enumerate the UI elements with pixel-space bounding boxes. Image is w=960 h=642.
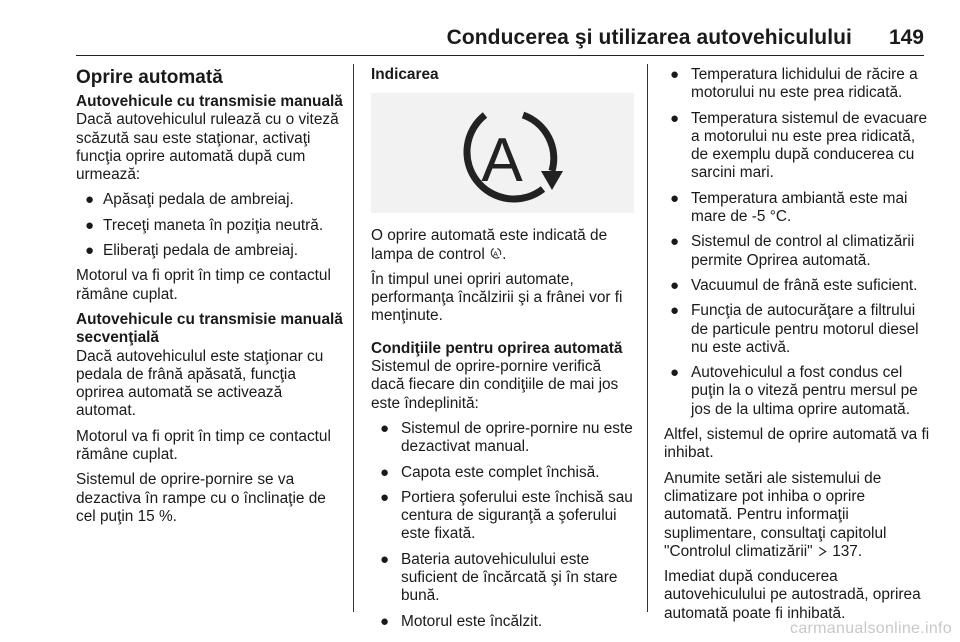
bullet-icon: ●	[380, 419, 390, 437]
paragraph: Motorul va fi oprit în timp ce contactul rămâne cuplat.	[76, 267, 331, 303]
bullet-icon: ●	[380, 488, 390, 506]
paragraph: În timpul unei opriri automate, performanţa încălzirii şi a frânei vor fi menţinute.	[371, 270, 623, 325]
list-item	[664, 277, 932, 295]
paragraph: Dacă autovehiculul este staţionar cu pedala de frână apăsată, funcţia oprirea automată se activează automat.	[76, 347, 324, 420]
bullet-icon: ●	[670, 233, 680, 251]
list-item	[371, 420, 634, 457]
paragraph-text-end: .	[502, 245, 507, 263]
list-item-text: Funcţia de autocurăţare a filtrului de particule pentru motorul diesel nu este activă.	[691, 302, 919, 356]
list-item-text: Eliberaţi pedala de ambreiaj.	[103, 242, 299, 260]
list-item-text: Capota este complet închisă.	[401, 463, 600, 481]
list-item-text: Temperatura ambiantă este mai mare de -5 °C.	[691, 189, 908, 226]
column-divider	[647, 64, 648, 612]
conditions-list-continued	[664, 66, 932, 419]
list-item	[371, 613, 634, 631]
header-title: Conducerea şi utilizarea autovehiculului	[446, 26, 852, 49]
column-divider	[353, 64, 354, 612]
steps-list	[76, 191, 344, 260]
list-item	[371, 464, 634, 482]
list-item-text: Sistemul de oprire-pornire nu este dezactivat manual.	[401, 419, 633, 456]
autostop-indicator-illustration	[371, 93, 634, 213]
list-item	[76, 191, 344, 209]
list-item-text: Temperatura lichidului de răcire a motorului nu este prea ridicată.	[691, 66, 918, 102]
bullet-icon: ●	[85, 216, 95, 234]
watermark: carmanualsonline.info	[790, 620, 952, 637]
page-number: 149	[888, 26, 924, 49]
list-item	[664, 364, 932, 419]
paragraph-text: O oprire automată este indicată de lampa de control	[371, 227, 608, 263]
autostop-control-lamp-icon	[489, 247, 502, 260]
page-reference-arrow-icon	[817, 546, 828, 557]
bullet-icon: ●	[670, 302, 680, 320]
list-item	[371, 489, 634, 544]
list-item	[664, 233, 932, 270]
list-item	[76, 217, 344, 235]
paragraph: Sistemul de oprire-pornire verifică dacă fiecare din condiţiile de mai jos este îndeplinită:	[371, 358, 619, 412]
conditions-list	[371, 420, 634, 631]
paragraph: Sistemul de oprire-pornire se va dezactiva în rampe cu o înclinaţie de cel puţin 15 %.	[76, 471, 326, 525]
header-rule	[76, 55, 924, 56]
list-item	[664, 302, 932, 357]
list-item-text: Autovehiculul a fost condus cel puţin la o viteză pentru mersul pe jos de la ultima oprire automată.	[691, 364, 918, 418]
paragraph	[664, 470, 932, 561]
list-item	[371, 551, 634, 606]
paragraph	[371, 227, 634, 264]
page-reference: 137.	[832, 542, 863, 560]
paragraph-text: Anumite setări ale sistemului de climatizare pot inhiba o oprire automată. Pentru informaţii suplimentare, consultaţi capitolul "Controlul climatizării"	[664, 469, 887, 560]
svg-text:A: A	[493, 248, 499, 258]
list-item-text: Bateria autovehiculului este suficient de încărcată şi în stare bună.	[401, 550, 618, 605]
subheading-indicator: Indicarea	[371, 66, 439, 83]
list-item-text: Sistemul de control al climatizării permite Oprirea automată.	[691, 233, 915, 269]
list-item	[664, 190, 932, 227]
list-item-text: Temperatura sistemul de evacuare a motorului nu este prea ridicată, de exemplu după conducerea cu sarcini mari.	[691, 109, 928, 182]
indicator-letter: A	[481, 126, 523, 196]
autostop-indicator-icon	[371, 93, 634, 213]
list-item	[664, 110, 932, 183]
section-title: Oprire automată	[76, 67, 223, 88]
list-item-text: Treceţi maneta în poziţia neutră.	[103, 216, 324, 234]
paragraph: Imediat după conducerea autovehiculului pe autostradă, oprirea automată poate fi inhibată.	[664, 568, 921, 622]
bullet-icon: ●	[670, 276, 680, 294]
bullet-icon: ●	[380, 463, 390, 481]
bullet-icon: ●	[85, 242, 95, 260]
list-item-text: Portiera şoferului este închisă sau centura de siguranţă a şoferului este fixată.	[401, 488, 633, 543]
paragraph: Motorul va fi oprit în timp ce contactul rămâne cuplat.	[76, 427, 331, 464]
paragraph: Altfel, sistemul de oprire automată va fi inhibat.	[664, 426, 930, 462]
list-item-text: Vacuumul de frână este suficient.	[691, 276, 918, 294]
bullet-icon: ●	[380, 612, 390, 630]
subheading-conditions: Condiţiile pentru oprirea automată	[371, 339, 623, 357]
page-header	[0, 0, 960, 56]
list-item	[76, 242, 344, 260]
list-item-text: Motorul este încălzit.	[401, 612, 543, 630]
list-item-text: Apăsaţi pedala de ambreiaj.	[103, 191, 294, 209]
bullet-icon: ●	[670, 66, 680, 83]
bullet-icon: ●	[380, 550, 390, 568]
column-2	[371, 63, 634, 638]
column-1	[76, 63, 344, 533]
column-3	[664, 63, 932, 630]
bullet-icon: ●	[670, 109, 680, 127]
subheading-manual-transmission: Autovehicule cu transmisie manuală	[76, 93, 343, 110]
list-item	[664, 66, 932, 103]
bullet-icon: ●	[85, 191, 95, 209]
bullet-icon: ●	[670, 364, 680, 382]
paragraph: Dacă autovehiculul rulează cu o viteză scăzută sau este staţionar, activaţi funcţia oprire automată după cum urmează:	[76, 111, 339, 184]
bullet-icon: ●	[670, 189, 680, 207]
subheading-sequential-transmission: Autovehicule cu transmisie manuală secvenţială	[76, 310, 343, 347]
